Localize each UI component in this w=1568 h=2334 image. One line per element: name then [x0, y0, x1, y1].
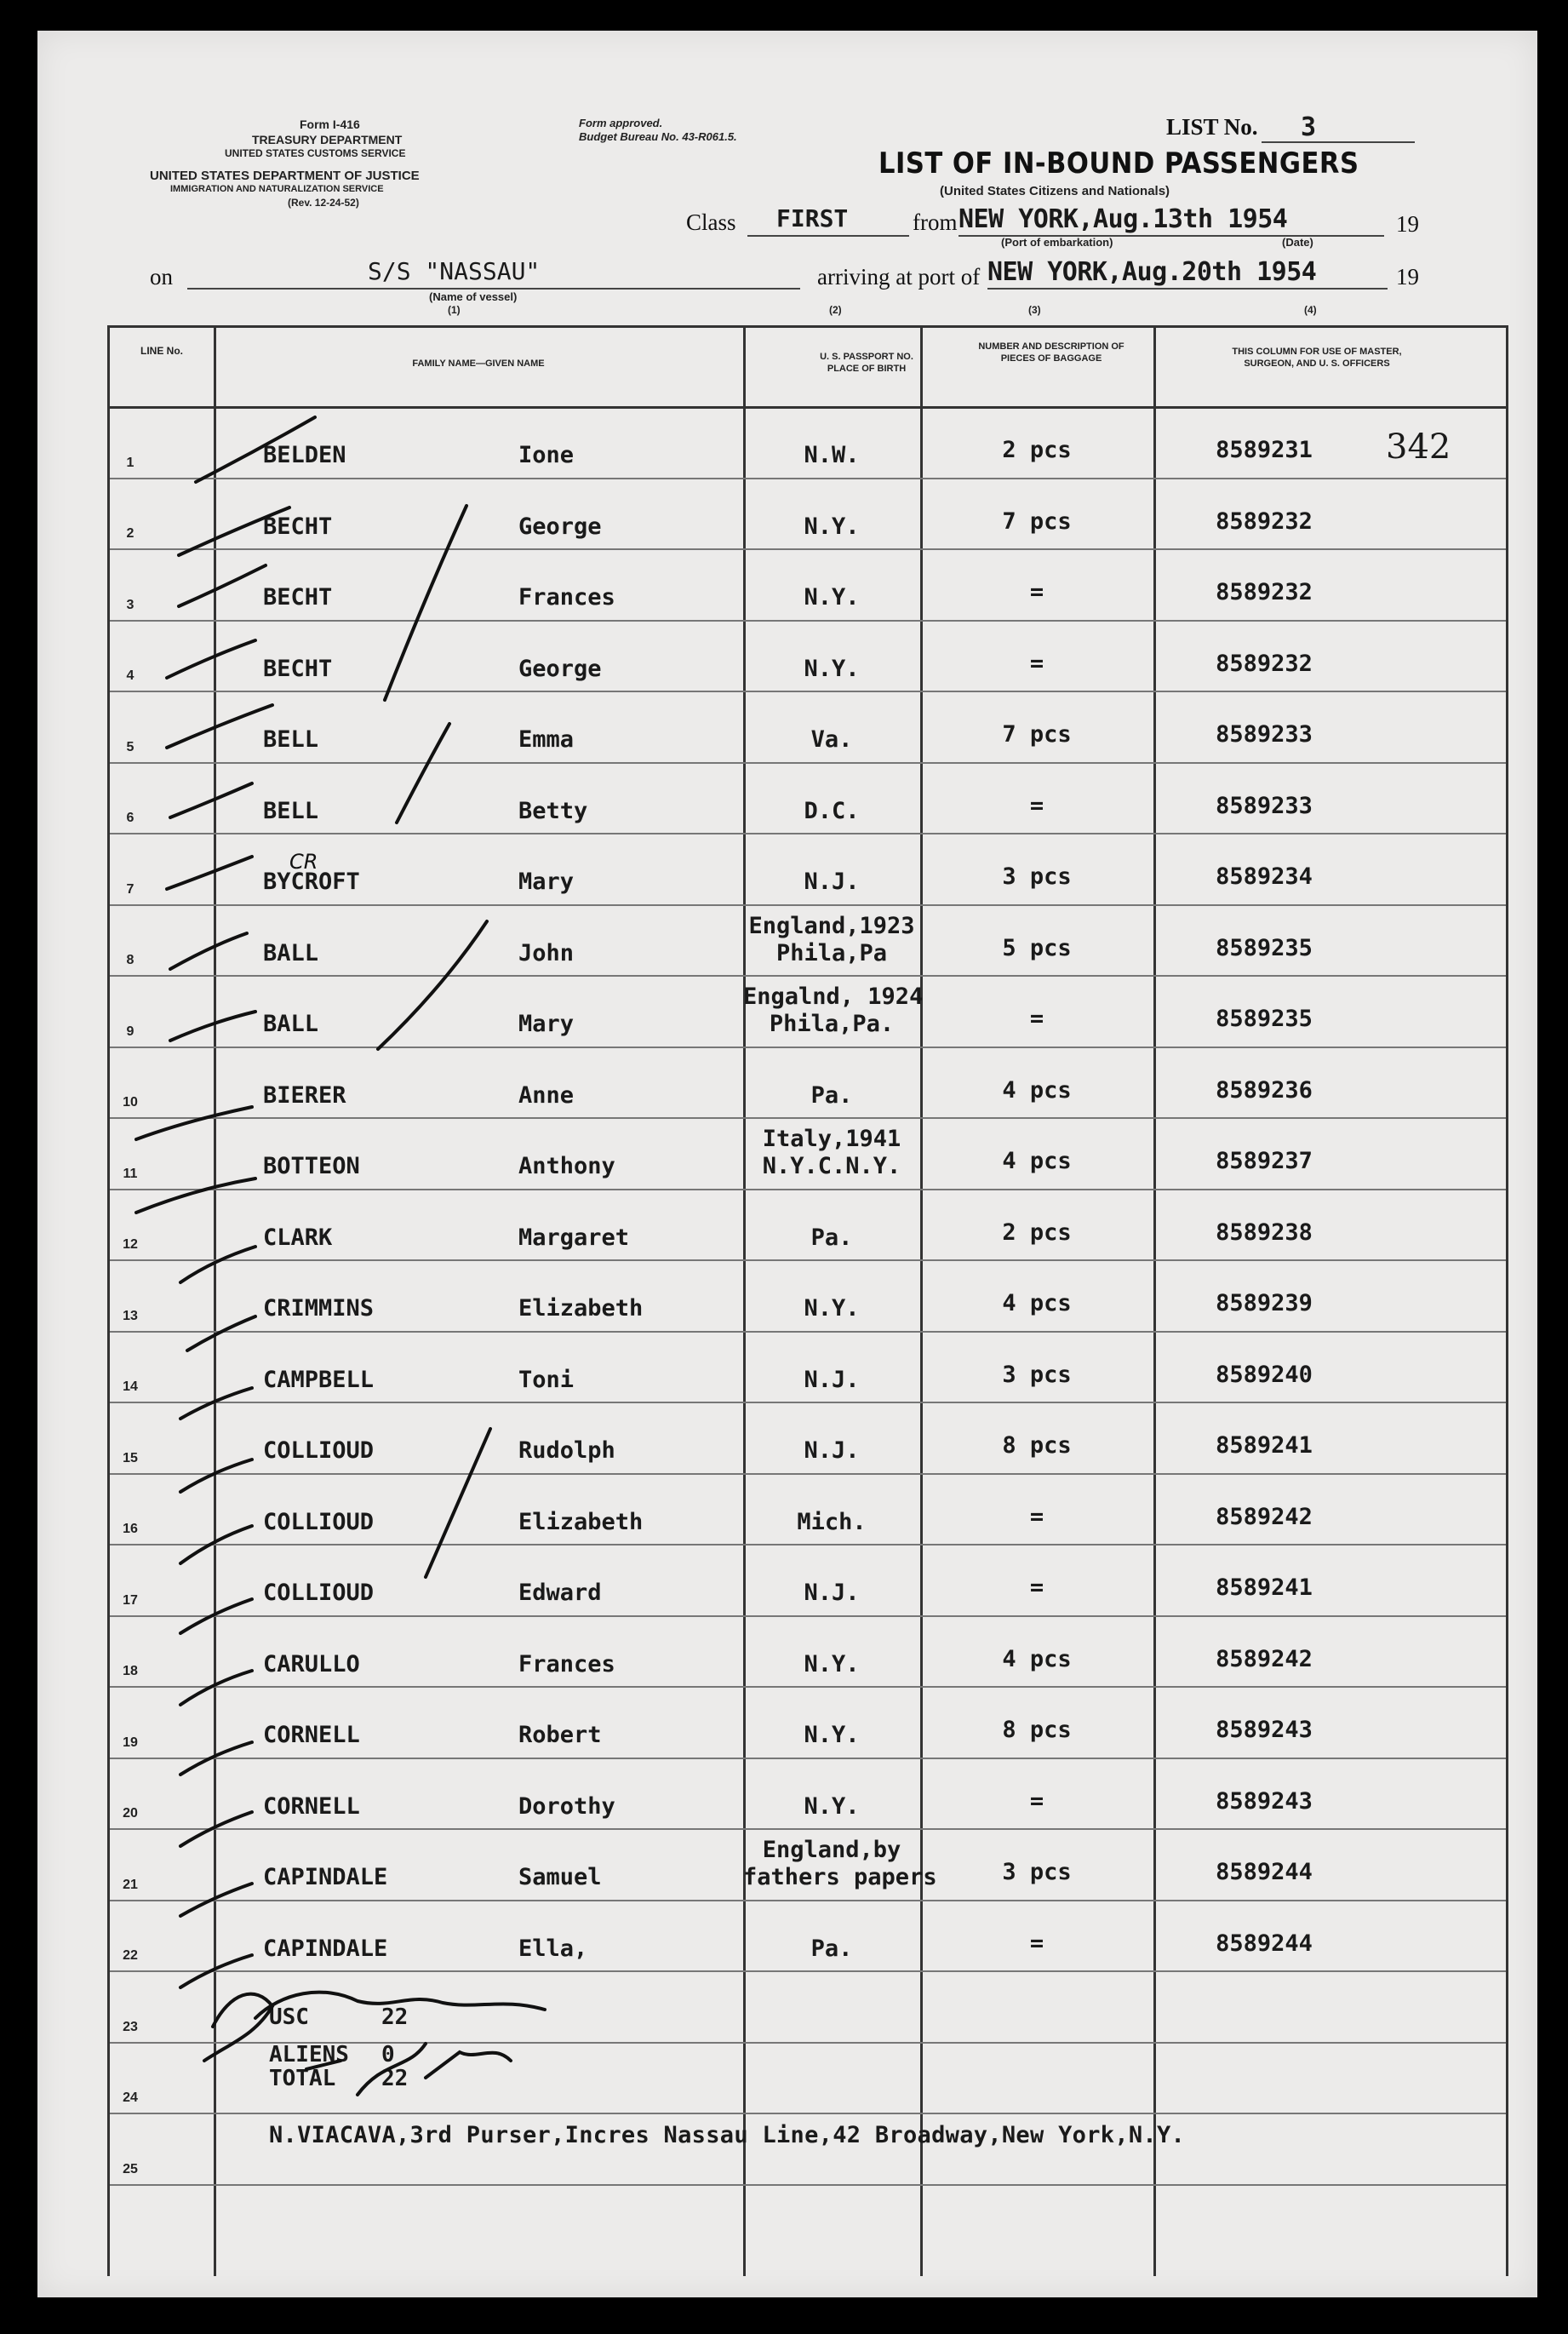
given-name: Emma: [518, 726, 575, 753]
passport-number: 8589232: [1216, 650, 1313, 677]
birth-place: N.Y.: [804, 584, 860, 611]
given-name: George: [518, 655, 602, 682]
baggage-pieces: 2 pcs: [1002, 1219, 1072, 1246]
line-number: 5: [126, 739, 134, 754]
passport-number: 8589244: [1216, 1859, 1313, 1885]
given-name: Elizabeth: [518, 1295, 644, 1322]
baggage-pieces: =: [1029, 579, 1044, 605]
given-name: Frances: [518, 584, 615, 611]
birth-place: N.Y.: [804, 1792, 860, 1820]
birth-place: N.J.: [804, 1580, 860, 1606]
from-label: from: [913, 209, 958, 235]
check-mark: [180, 1742, 252, 1775]
header-name: FAMILY NAME—GIVEN NAME: [412, 358, 545, 369]
check-mark: [180, 1459, 252, 1492]
baggage-pieces: =: [1029, 1574, 1044, 1601]
given-name: Toni: [518, 1366, 575, 1393]
line-number: 21: [123, 1877, 138, 1892]
budget-bureau: Budget Bureau No. 43-R061.5.: [579, 130, 737, 143]
check-mark: [167, 857, 252, 889]
passport-number: 8589242: [1216, 1645, 1313, 1672]
baggage-pieces: 4 pcs: [1002, 1076, 1072, 1104]
family-name: CAMPBELL: [263, 1366, 375, 1393]
passport-number: 8589235: [1216, 934, 1313, 961]
birth-place: Italy,1941: [762, 1126, 901, 1152]
family-name: CLARK: [263, 1224, 333, 1251]
birth-place: N.J.: [804, 869, 860, 895]
check-mark: [180, 1955, 252, 1987]
passport-number: 8589233: [1216, 792, 1313, 819]
year-suffix-2: 19: [1396, 264, 1419, 290]
baggage-pieces: 2 pcs: [1002, 437, 1072, 463]
col1-number: (1): [448, 304, 461, 316]
passport-number: 8589233: [1216, 721, 1313, 748]
birth-place: N.W.: [804, 442, 860, 468]
passport-number: 8589238: [1216, 1219, 1313, 1246]
family-name: COLLIOUD: [263, 1580, 375, 1606]
check-mark: [180, 1599, 252, 1633]
page-subtitle: (United States Citizens and Nationals): [940, 184, 1170, 198]
given-name: Ella,: [518, 1935, 588, 1962]
usc-value: 22: [381, 2004, 409, 2030]
birth-place-line2: Phila,Pa: [775, 939, 888, 966]
purser-signature-line: N.VIACAVA,3rd Purser,Incres Nassau Line,42 Broadway,New York,N.Y.: [269, 2122, 1186, 2148]
given-name: Ione: [518, 442, 575, 468]
given-name: John: [518, 939, 575, 966]
year-suffix: 19: [1396, 211, 1419, 237]
check-mark: [180, 1671, 252, 1705]
check-mark: [180, 1526, 252, 1563]
line-number: 2: [126, 526, 134, 541]
given-name: Rudolph: [518, 1437, 615, 1464]
baggage-pieces: 3 pcs: [1002, 1859, 1072, 1885]
given-name: Mary: [518, 869, 575, 895]
birth-place-line2: fathers papers: [743, 1864, 937, 1890]
check-mark: [170, 783, 252, 817]
birth-place: Va.: [810, 726, 853, 753]
form-number: Form I-416: [300, 118, 360, 131]
justice-dept: UNITED STATES DEPARTMENT OF JUSTICE: [150, 169, 420, 183]
baggage-pieces: 4 pcs: [1002, 1645, 1072, 1672]
birth-place-line2: N.Y.C.N.Y.: [762, 1153, 901, 1179]
birth-place: Pa.: [810, 1224, 853, 1251]
passport-number: 8589236: [1216, 1076, 1313, 1104]
header-passport: U. S. PASSPORT NO. PLACE OF BIRTH: [820, 352, 913, 374]
line-number: 13: [123, 1308, 138, 1323]
passport-number: 8589242: [1216, 1503, 1313, 1530]
baggage-pieces: 4 pcs: [1002, 1148, 1072, 1174]
passport-number: 8589240: [1216, 1361, 1313, 1388]
line-number: 14: [123, 1379, 138, 1394]
line-number: 16: [123, 1522, 138, 1536]
line-number: 7: [126, 881, 134, 897]
family-name: BOTTEON: [263, 1153, 360, 1179]
aliens-value: 0: [381, 2042, 395, 2067]
customs-service: UNITED STATES CUSTOMS SERVICE: [225, 147, 406, 159]
line-number: 25: [123, 2161, 138, 2176]
line-number: 3: [126, 597, 134, 612]
col3-number: (3): [1028, 304, 1041, 316]
birth-place: N.J.: [804, 1437, 860, 1464]
family-name: COLLIOUD: [263, 1508, 375, 1535]
given-name: George: [518, 513, 602, 540]
embark-caption: (Port of embarkation): [1001, 236, 1113, 249]
baggage-pieces: 7 pcs: [1002, 508, 1072, 535]
given-name: Anthony: [518, 1153, 615, 1179]
given-name: Elizabeth: [518, 1508, 644, 1535]
birth-place: Mich.: [797, 1508, 867, 1535]
line-number: 24: [123, 2090, 138, 2105]
family-name: BECHT: [263, 584, 333, 611]
check-mark: [187, 1316, 255, 1351]
header-line-no: LINE No.: [140, 345, 183, 357]
class-value: FIRST: [776, 204, 849, 232]
given-name: Mary: [518, 1011, 575, 1037]
family-name: CAPINDALE: [263, 1864, 388, 1890]
line-number: 1: [126, 455, 134, 470]
line-number: 17: [123, 1592, 138, 1608]
passport-number: 8589241: [1216, 1432, 1313, 1459]
passport-number: 8589241: [1216, 1574, 1313, 1601]
check-mark: [136, 1107, 252, 1139]
family-name: CORNELL: [263, 1722, 360, 1748]
line-number: 20: [123, 1806, 138, 1821]
vessel-caption: (Name of vessel): [429, 290, 518, 303]
birth-place: England,by: [762, 1837, 901, 1863]
given-name: Betty: [518, 797, 588, 824]
check-mark: [167, 640, 255, 678]
passport-number: 8589239: [1216, 1290, 1313, 1316]
baggage-pieces: 3 pcs: [1002, 863, 1072, 890]
given-name: Samuel: [518, 1864, 602, 1890]
birth-place: Pa.: [810, 1935, 853, 1962]
family-name: CAPINDALE: [263, 1935, 388, 1962]
usc-label: USC: [269, 2004, 309, 2030]
arriving-value: NEW YORK,Aug.20th 1954: [987, 257, 1317, 287]
given-name: Dorothy: [518, 1792, 615, 1820]
passport-number: 8589231: [1216, 437, 1313, 463]
line-number: 8: [126, 953, 134, 967]
family-name: CARULLO: [263, 1650, 360, 1677]
line-number: 11: [123, 1166, 138, 1181]
birth-place: N.Y.: [804, 1650, 860, 1677]
class-label: Class: [686, 209, 736, 235]
line-number: 19: [123, 1735, 138, 1750]
line-number: 4: [126, 668, 134, 683]
line-number: 6: [126, 811, 134, 825]
check-mark: [136, 1178, 255, 1213]
line-number: 22: [123, 1948, 138, 1963]
birth-place: England,1923: [748, 912, 915, 939]
baggage-pieces: =: [1029, 1930, 1044, 1957]
correction-mark: CR: [289, 850, 318, 874]
col4-number: (4): [1304, 304, 1317, 316]
birth-place: Engalnd, 1924: [743, 983, 924, 1010]
given-name: Frances: [518, 1650, 615, 1677]
line-number: 18: [123, 1664, 138, 1678]
baggage-pieces: =: [1029, 1787, 1044, 1815]
family-name: BIERER: [263, 1081, 346, 1109]
form-approved: Form approved.: [579, 117, 663, 129]
page-mark-handwritten: 342: [1386, 427, 1451, 467]
given-name: Anne: [518, 1081, 575, 1109]
col2-number: (2): [829, 304, 842, 316]
line-number: 9: [126, 1024, 134, 1039]
line-number: 10: [123, 1095, 138, 1110]
family-name: BALL: [263, 1011, 319, 1037]
ins-service: IMMIGRATION AND NATURALIZATION SERVICE: [170, 184, 384, 194]
family-name: CORNELL: [263, 1792, 360, 1820]
family-name: COLLIOUD: [263, 1437, 375, 1464]
passport-number: 8589244: [1216, 1930, 1313, 1957]
line-number: 15: [123, 1450, 138, 1465]
aliens-label: ALIENS: [269, 2042, 349, 2067]
total-label: TOTAL: [269, 2066, 336, 2091]
birth-place: N.J.: [804, 1366, 860, 1393]
family-name: BYCROFT: [263, 869, 360, 895]
check-mark: [180, 1884, 252, 1916]
baggage-pieces: 8 pcs: [1002, 1432, 1072, 1459]
bracket-stroke: [426, 1429, 490, 1577]
check-mark: [180, 1812, 252, 1846]
total-value: 22: [381, 2066, 409, 2091]
check-mark: [196, 417, 315, 482]
baggage-pieces: =: [1029, 650, 1044, 677]
passport-number: 8589232: [1216, 508, 1313, 535]
arriving-label: arriving at port of: [817, 264, 981, 290]
given-name: Edward: [518, 1580, 602, 1606]
list-no-label: LIST No.: [1166, 114, 1258, 140]
birth-place: N.Y.: [804, 1722, 860, 1748]
header-officers: THIS COLUMN FOR USE OF MASTER, SURGEON, AND U. S. OFFICERS: [1232, 347, 1402, 369]
passport-number: 8589243: [1216, 1787, 1313, 1815]
birth-place: Pa.: [810, 1081, 853, 1109]
page-title: LIST OF IN-BOUND PASSENGERS: [878, 146, 1359, 181]
bracket-stroke: [378, 921, 487, 1049]
birth-place-line2: Phila,Pa.: [769, 1011, 895, 1037]
given-name: Robert: [518, 1722, 602, 1748]
passport-number: 8589243: [1216, 1717, 1313, 1743]
baggage-pieces: 3 pcs: [1002, 1361, 1072, 1388]
from-value: NEW YORK,Aug.13th 1954: [959, 204, 1288, 234]
passport-number: 8589232: [1216, 579, 1313, 605]
passport-number: 8589235: [1216, 1006, 1313, 1032]
bracket-stroke: [397, 724, 449, 823]
revision-date: (Rev. 12-24-52): [288, 197, 359, 209]
passport-number: 8589237: [1216, 1148, 1313, 1174]
on-label: on: [150, 264, 173, 290]
baggage-pieces: =: [1029, 1006, 1044, 1032]
line-number: 23: [123, 2019, 138, 2034]
bracket-stroke: [385, 506, 466, 700]
date-caption: (Date): [1282, 236, 1313, 249]
check-mark: [167, 705, 272, 748]
check-mark: [179, 565, 266, 606]
family-name: BELL: [263, 726, 319, 753]
check-mark: [170, 933, 247, 969]
vessel-name: S/S "NASSAU": [368, 257, 541, 285]
birth-place: N.Y.: [804, 655, 860, 682]
header-baggage: NUMBER AND DESCRIPTION OF PIECES OF BAGGAGE: [978, 341, 1124, 364]
family-name: BELDEN: [263, 442, 346, 468]
family-name: BECHT: [263, 655, 333, 682]
birth-place: D.C.: [804, 797, 860, 824]
baggage-pieces: =: [1029, 792, 1044, 819]
list-no-value: 3: [1301, 112, 1317, 142]
baggage-pieces: 7 pcs: [1002, 721, 1072, 748]
check-mark: [179, 508, 289, 555]
passport-number: 8589234: [1216, 863, 1313, 890]
family-name: BALL: [263, 939, 319, 966]
line-number: 12: [123, 1237, 138, 1252]
check-mark: [180, 1388, 252, 1419]
baggage-pieces: 8 pcs: [1002, 1717, 1072, 1743]
given-name: Margaret: [518, 1224, 630, 1251]
check-mark: [170, 1012, 255, 1041]
check-mark: [180, 1247, 255, 1282]
baggage-pieces: =: [1029, 1503, 1044, 1530]
signature: [204, 1993, 545, 2095]
baggage-pieces: 4 pcs: [1002, 1290, 1072, 1316]
family-name: BELL: [263, 797, 319, 824]
family-name: BECHT: [263, 513, 333, 540]
family-name: CRIMMINS: [263, 1295, 375, 1322]
birth-place: N.Y.: [804, 513, 860, 540]
baggage-pieces: 5 pcs: [1002, 934, 1072, 961]
treasury-dept: TREASURY DEPARTMENT: [252, 133, 403, 146]
birth-place: N.Y.: [804, 1295, 860, 1322]
